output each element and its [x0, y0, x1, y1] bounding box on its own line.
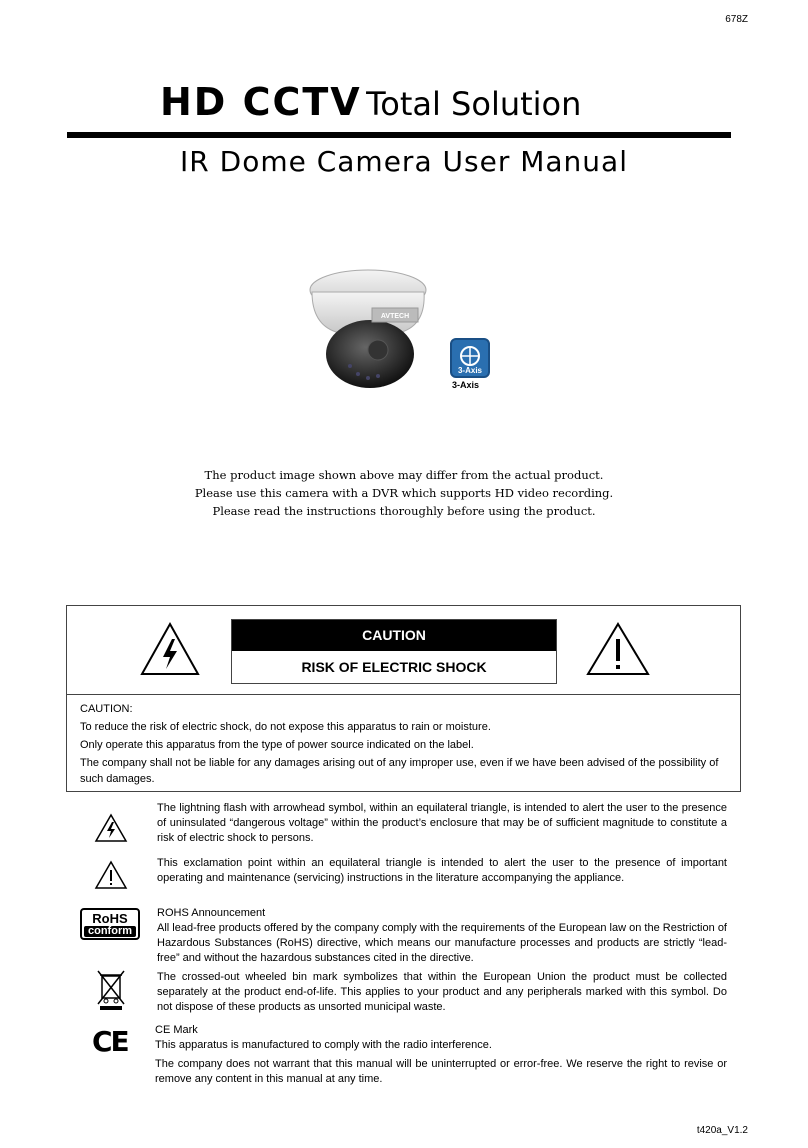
rohs-badge-top: RoHS: [92, 911, 128, 926]
warranty-text: The company does not warrant that this manual will be uninterrupted or error-free. We reserve the right to revise or remove any content in this manual at any time.: [155, 1058, 727, 1085]
caution-divider: [67, 694, 740, 695]
lightning-triangle-icon: [139, 621, 201, 677]
caution-banner: [231, 619, 557, 684]
risk-of-shock-label: RISK OF ELECTRIC SHOCK: [301, 659, 487, 675]
exclamation-triangle-icon: [585, 621, 651, 677]
camera-brand-label: AVTECH: [380, 313, 410, 320]
rohs-badge-bottom: conform: [84, 926, 136, 937]
exclamation-triangle-icon: [94, 860, 128, 890]
three-axis-caption: 3-Axis: [452, 380, 480, 390]
weee-text: [157, 970, 727, 1015]
page-title: IR Dome Camera User Manual: [180, 145, 628, 178]
version-label: t420a_V1.2: [696, 1125, 748, 1136]
dome-camera-image: [306, 262, 430, 402]
caution-label: CAUTION:: [80, 703, 133, 715]
rohs-icon: [80, 908, 140, 940]
ce-description: This apparatus is manufactured to comply with the radio interference.: [155, 1039, 492, 1051]
caution-text: [80, 701, 728, 789]
exclamation-description: This exclamation point within an equilateral triangle is intended to alert the user to the presence of important operating and maintenance (servicing) instructions in the literature accompanying the appliance.: [157, 857, 727, 884]
caution-line: Only operate this apparatus from the type of power source indicated on the label.: [80, 739, 474, 751]
notice-line: The product image shown above may differ from the actual product.: [204, 468, 604, 482]
document-code: 678Z: [725, 14, 748, 25]
lightning-symbol-text: [157, 801, 727, 846]
lightning-description: The lightning flash with arrowhead symbol, within an equilateral triangle, is intended to alert the user to the presence of uninsulated “dangerous voltage” within the product’s enclosure that may be of sufficient magnitude to constitute a risk of electric shock to persons.: [157, 802, 727, 844]
ce-text: [155, 1023, 727, 1087]
ce-title: CE Mark: [155, 1024, 198, 1036]
caution-line: The company shall not be liable for any damages arising out of any improper use, even if we have been advised of the possibility of such damages.: [80, 757, 719, 785]
notice-line: Please read the instructions thoroughly before using the product.: [212, 504, 596, 518]
title-rule: [67, 132, 731, 138]
ce-mark-icon: CE: [92, 1025, 128, 1058]
rohs-text: [157, 906, 727, 966]
exclamation-symbol-text: [157, 856, 727, 886]
three-axis-icon: [450, 338, 490, 378]
crossed-bin-icon: [96, 968, 126, 1010]
caution-box: [66, 605, 741, 792]
caution-line: To reduce the risk of electric shock, do not expose this apparatus to rain or moisture.: [80, 721, 491, 733]
caution-heading: CAUTION: [232, 620, 556, 651]
three-axis-badge-label: 3-Axis: [457, 366, 482, 375]
rohs-description: All lead-free products offered by the company comply with the requirements of the European law on the Restriction of Hazardous Substances (RoHS) directive, which means our manufacture processes and products are strictly “lead-free” and without the hazardous substances cited in the directive.: [157, 922, 727, 964]
brand-logo: [160, 80, 640, 124]
product-notice: [0, 466, 808, 520]
brand-hd-cctv: HD CCTV: [160, 80, 362, 124]
notice-line: Please use this camera with a DVR which supports HD video recording.: [194, 486, 614, 500]
rohs-title: ROHS Announcement: [157, 907, 266, 919]
brand-total-solution: Total Solution: [366, 85, 582, 123]
lightning-triangle-icon: [94, 813, 128, 843]
weee-description: The crossed-out wheeled bin mark symbolizes that within the European Union the product must be collected separately at the product end-of-life. This applies to your product and any peripherals marked with this symbol. Do not dispose of these products as unsorted municipal waste.: [157, 971, 727, 1013]
